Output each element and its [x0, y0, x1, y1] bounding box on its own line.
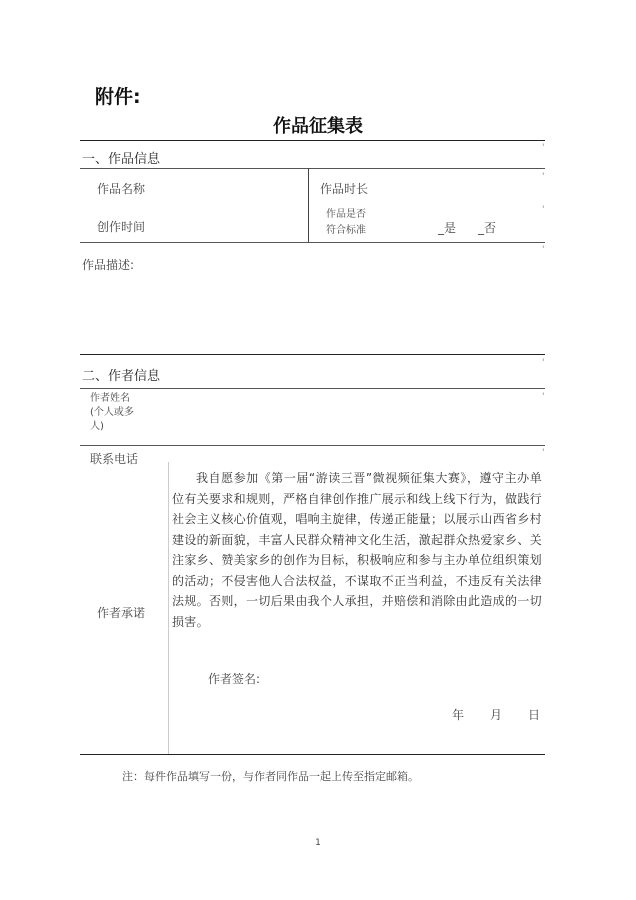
option-no[interactable]	[478, 219, 496, 236]
signature-label: 作者签名:	[208, 672, 261, 686]
checkbox-blank: _	[478, 221, 484, 235]
date-month: 月	[490, 708, 503, 722]
date-year: 年	[452, 708, 465, 722]
table-row-divider	[80, 445, 545, 446]
pledge-label: 作者承诺	[97, 606, 146, 620]
table-row-divider	[80, 242, 545, 243]
page-number: 1	[315, 838, 321, 848]
table-row-divider	[80, 354, 545, 355]
work-duration-label: 作品时长	[320, 182, 369, 196]
description-label: 作品描述:	[82, 258, 135, 272]
pledge-text: 我自愿参加《第一届“游读三晋”微视频征集大赛》，遵守主办单位有关要求和规则，严格自律创作推广展示和线上线下行为，做践行社会主义核心价值观，唱响主旋律，传递正能量；以展示山西省乡村建设的新面貌，丰富人民群众精神文化生活，激起群众热爱家乡、关注家乡、赞美家乡的创作为目标，积极响应和参与主办单位组织策划的活动；不侵害他人合法权益，不谋取不正当利益，不违反有关法律法规。否则，一切后果由我个人承担，并赔偿和消除由此造成的一切损害。	[172, 471, 542, 629]
edge-mark: '	[542, 245, 545, 255]
form-title: 作品征集表	[273, 116, 363, 137]
meets-requirement-label: 作品是否 符合标准	[326, 209, 366, 236]
table-row-divider	[80, 168, 545, 169]
option-yes-text: 是	[444, 221, 457, 235]
edge-mark: '	[542, 172, 545, 182]
date-day: 日	[528, 708, 541, 722]
attachment-label: 附件:	[95, 86, 141, 108]
table-row-divider	[80, 388, 545, 389]
edge-mark: '	[542, 143, 545, 153]
table-bottom-border	[80, 754, 545, 755]
edge-mark: '	[542, 205, 545, 215]
cell-divider	[308, 168, 309, 242]
creation-time-label: 创作时间	[97, 220, 146, 234]
table-top-border	[80, 140, 545, 141]
author-name-label: 作者姓名 (个人或多 人)	[90, 393, 134, 432]
work-name-label: 作品名称	[97, 182, 146, 196]
section-work-info-heading: 一、作品信息	[82, 152, 161, 167]
edge-mark: '	[542, 358, 545, 368]
option-yes[interactable]	[438, 219, 456, 236]
contact-label: 联系电话	[90, 452, 139, 466]
cell-divider	[168, 462, 169, 754]
edge-mark: '	[542, 448, 545, 458]
section-author-info-heading: 二、作者信息	[82, 369, 161, 384]
checkbox-blank: _	[438, 221, 444, 235]
edge-mark: '	[542, 392, 545, 402]
option-no-text: 否	[484, 221, 497, 235]
footer-note: 注：每件作品填写一份，与作者同作品一起上传至指定邮箱。	[122, 770, 419, 783]
